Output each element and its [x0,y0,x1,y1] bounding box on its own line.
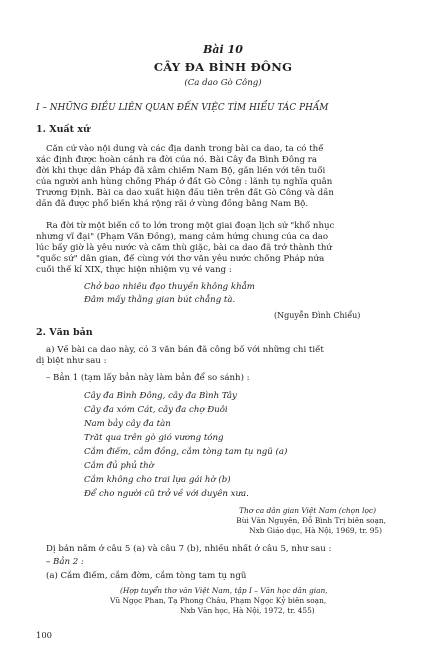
page-title: CÂY ĐA BÌNH ĐÔNG [153,60,293,74]
paragraph-line: dần đã được phổ biến khá rộng rãi ở vùng đồng bằng Nam Bộ. [36,199,309,209]
heading-text: 2. Văn bản [36,327,93,338]
poem-line: Cắm không cho trai lựa gái hờ (b) [84,475,231,485]
paragraph-line: lúc bấy giờ là yêu nước và căm thù giặc, bài ca dao đã trở thành thứ [36,243,332,253]
citation-line: Vũ Ngọc Phan, Tạ Phong Châu, Phạm Ngọc Kỷ biên soạn, [110,596,327,605]
paragraph-line: dị biệt như sau : [36,356,107,366]
section-heading-i: I – NHỮNG ĐIỀU LIÊN QUAN ĐẾN VIỆC TÌM HIỂU TÁC PHẨM [36,103,329,113]
page-number: 100 [36,630,52,640]
quote-line: Chở bao nhiêu đạo thuyền không khẳm [84,282,255,292]
paragraph-line: Dị bản nằm ở câu 5 (a) và câu 7 (b), nhiều nhất ở câu 5, như sau : [46,544,332,554]
version-2-label: – Bản 2 : [46,557,84,567]
citation-line: Nxb Văn học, Hà Nội, 1972, tr. 455) [180,606,315,615]
paragraph-line: Ra đời từ một biến cố to lớn trong một giai đoạn lịch sử "khổ nhục [46,221,335,231]
poem-line: Nam bảy cây đa tàn [84,419,171,429]
poem-line: Cây đa Bình Đông, cây đa Bình Tây [84,391,237,401]
paragraph-line: a) Về bài ca dao này, có 3 văn bản đã công bố với những chi tiết [46,345,324,355]
heading-origin: 1. Xuất xứ [36,124,90,135]
subtitle: (Ca dao Gò Công) [184,78,262,88]
citation-line: (Hợp tuyển thơ văn Việt Nam, tập I – Văn học dân gian, [120,586,328,595]
poem-line: Để cho người cũ trở về với duyên xưa. [84,489,249,499]
poem-line: Cây đa xóm Cát, cây đa chợ Đuôi [84,405,228,415]
paragraph-line: nhưng vĩ đại" (Phạm Văn Đồng), mang cảm hứng chung của ca dao [36,232,329,242]
paragraph-line: Căn cứ vào nội dung và các địa danh trong bài ca dao, ta có thể [46,144,324,154]
version-1-label: – Bản 1 (tạm lấy bản này làm bản để so sánh) : [46,373,250,383]
poem-line: Cắm đủ phủ thờ [84,461,154,471]
variant-line: (a) Cắm điếm, cắm đờm, cắm tòng tam tụ ngũ [46,571,247,581]
citation-line: Bùi Văn Nguyên, Đỗ Bình Trị biên soạn, [236,516,386,525]
paragraph-line: "quốc sử" dân gian, để cùng với thơ văn yêu nước chống Pháp nửa [36,254,325,264]
poem-line: Trăt qua trên gò gió vương tóng [84,433,224,443]
paragraph-line: của người anh hùng chống Pháp ở đất Gò Công : lãnh tụ nghĩa quân [36,177,333,187]
quote-source: (Nguyễn Đình Chiểu) [274,311,361,320]
poem-line: Cắm điếm, cắm đồng, cắm tòng tam tụ ngũ (a) [84,447,288,457]
paragraph-line: cuối thế kỉ XIX, thực hiện nhiệm vụ vẻ vang : [36,265,232,275]
paragraph-line: Trương Định. Bài ca dao xuất hiện đầu tiên trên đất Gò Công và dần [36,188,334,198]
quote-line: Đâm mấy thằng gian bút chẳng tà. [84,295,236,305]
citation-line: Thơ ca dân gian Việt Nam (chọn lọc) [239,506,376,515]
paragraph-line: đời khi thực dân Pháp đã xâm chiếm Nam Bộ, gắn liền với tên tuổi [36,166,326,176]
paragraph-line: xác định được hoàn cảnh ra đời của nó. Bài Cây đa Bình Đông ra [36,155,318,165]
citation-line: Nxb Giáo dục, Hà Nội, 1969, tr. 95) [249,526,382,535]
lesson-label: Bài 10 [203,43,243,56]
